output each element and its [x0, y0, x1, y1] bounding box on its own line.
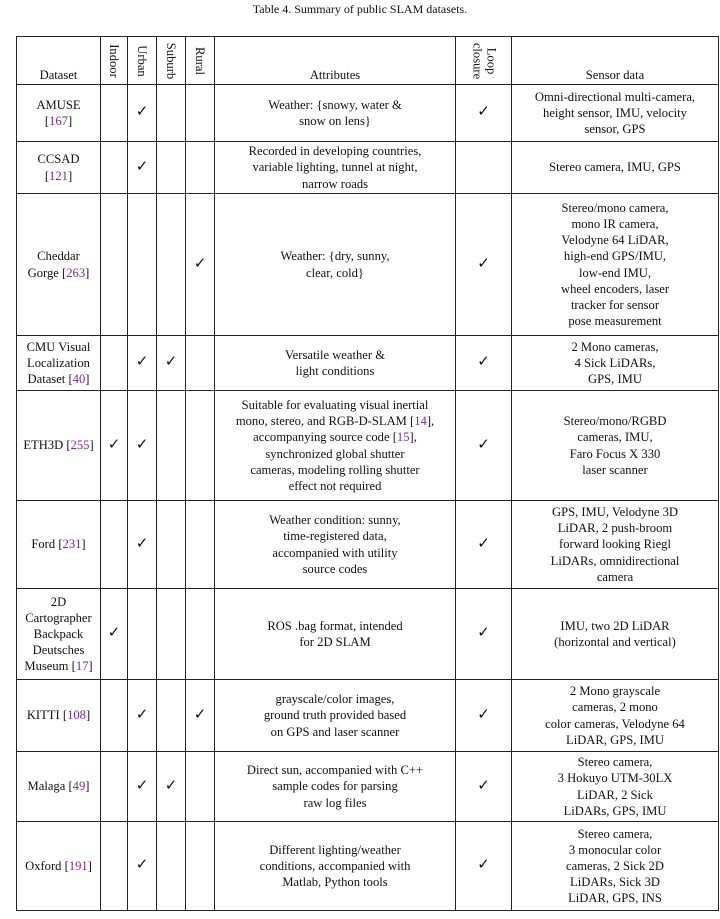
text-line: pose measurement: [568, 313, 662, 328]
slam-datasets-table: [16, 36, 719, 911]
header-sensor-data: Sensor data: [512, 37, 719, 85]
text-line: accompanied with utility: [272, 545, 398, 560]
suburb-cell: [157, 142, 186, 194]
text-line: low-end IMU,: [578, 265, 652, 280]
text-line: Backpack: [33, 626, 84, 641]
attributes-cell: [215, 142, 456, 194]
dataset-name: Ford [231]: [17, 501, 101, 589]
header-attributes: Attributes: [215, 37, 456, 85]
text-line: Stereo camera, IMU, GPS: [549, 160, 681, 175]
indoor-cell: [101, 752, 128, 822]
text-line: CMU Visual: [26, 339, 91, 354]
text-line: Stereo camera,: [577, 826, 653, 841]
sensor-data-cell: [512, 194, 719, 336]
text-line: Recorded in developing countries,: [248, 144, 422, 159]
checkmark-icon: ✓: [193, 706, 207, 723]
checkmark-icon: ✓: [477, 535, 490, 552]
sensor-data-cell: [512, 142, 719, 194]
text-line: LiDAR, 2 Sick: [577, 787, 653, 802]
rural-cell: [186, 822, 215, 911]
checkmark-icon: ✓: [135, 535, 149, 552]
text-line: Weather: {snowy, water &: [268, 97, 402, 112]
header-urban: Urban: [128, 37, 157, 85]
text-line: 2 Mono grayscale: [569, 684, 661, 699]
dataset-name: CMU Visual Localization Dataset [40]: [17, 336, 101, 391]
checkmark-icon: ✓: [135, 104, 149, 121]
suburb-cell: [157, 822, 186, 911]
text-line: high-end GPS/IMU,: [563, 249, 667, 264]
table-row: [17, 391, 719, 501]
checkmark-icon: ✓: [164, 354, 178, 371]
attributes-cell: [215, 336, 456, 391]
checkmark-icon: ✓: [135, 777, 149, 794]
text-line: KITTI: [26, 708, 60, 723]
indoor-cell: [101, 680, 128, 752]
table-row: [17, 85, 719, 142]
text-line: Matlab, Python tools: [282, 875, 388, 890]
text-line: for 2D SLAM: [299, 635, 371, 649]
attributes-cell: [215, 194, 456, 336]
text-line: time-registered data,: [283, 529, 387, 544]
text-line: conditions, accompanied with: [259, 858, 411, 873]
checkmark-icon: ✓: [477, 706, 490, 723]
text-line: LiDAR, 2 push-broom: [557, 521, 673, 536]
text-line: cameras, 2 mono: [572, 700, 658, 715]
text-line: height sensor, IMU, velocity: [543, 105, 687, 120]
table-row: [17, 336, 719, 391]
table-row: [17, 822, 719, 911]
sensor-data-cell: [512, 85, 719, 142]
text-line: effect not required: [288, 478, 382, 493]
checkmark-icon: ✓: [477, 436, 490, 453]
loop-closure-cell: [456, 501, 512, 589]
checkmark-icon: ✓: [477, 625, 490, 642]
text-line: LiDAR, GPS, IMU: [566, 732, 664, 747]
rural-cell: [186, 391, 215, 501]
dataset-name: CCSAD [121]: [17, 142, 101, 194]
text-line: Velodyne 64 LiDAR,: [561, 233, 669, 248]
text-line: Stereo/mono camera,: [561, 201, 669, 216]
loop-closure-cell: [456, 336, 512, 391]
text-line: narrow roads: [301, 176, 369, 191]
citation-link[interactable]: 255: [70, 438, 90, 453]
rural-cell: [186, 142, 215, 194]
checkmark-icon: ✓: [135, 436, 149, 453]
suburb-cell: [157, 589, 186, 680]
checkmark-icon: ✓: [107, 625, 121, 642]
text-line: Oxford: [25, 858, 62, 873]
text-line: IMU, two 2D LiDAR: [560, 618, 670, 633]
text-line: ground truth provided based: [263, 708, 407, 723]
suburb-cell: [157, 194, 186, 336]
checkmark-icon: ✓: [477, 255, 490, 272]
text-line: AMUSE: [36, 97, 81, 112]
text-line: Stereo camera,: [577, 755, 653, 770]
text-line: 3 monocular color: [568, 842, 662, 857]
text-line: Versatile weather &: [284, 347, 385, 362]
checkmark-icon: ✓: [135, 354, 149, 371]
checkmark-icon: ✓: [135, 706, 149, 723]
text-line: synchronized global shutter: [265, 446, 405, 461]
urban-cell: [128, 752, 157, 822]
text-line: 4 Sick LiDARs,: [574, 355, 656, 370]
citation-link[interactable]: 108: [67, 708, 86, 723]
text-line: snow on lens}: [299, 114, 371, 128]
dataset-name: ETH3D [255]: [17, 391, 101, 501]
checkmark-icon: ✓: [193, 255, 207, 272]
indoor-cell: [101, 589, 128, 680]
checkmark-icon: ✓: [477, 777, 490, 794]
suburb-cell: [157, 680, 186, 752]
urban-cell: [128, 194, 157, 336]
text-line: on GPS and laser scanner: [270, 724, 400, 739]
text-line: LiDARs, GPS, IMU: [563, 803, 667, 818]
sensor-data-cell: [512, 822, 719, 911]
suburb-cell: [157, 501, 186, 589]
text-line: Museum: [24, 659, 69, 674]
checkmark-icon: ✓: [135, 158, 149, 175]
text-line: CCSAD: [37, 152, 80, 167]
text-line: Omni-directional multi-camera,: [534, 89, 696, 104]
rural-cell: [186, 194, 215, 336]
text-line: LiDARs, omnidirectional: [550, 553, 680, 568]
attributes-cell: [215, 501, 456, 589]
indoor-cell: [101, 142, 128, 194]
attributes-cell: [215, 589, 456, 680]
text-line: ROS .bag format, intended: [267, 618, 403, 633]
header-row: [17, 37, 719, 85]
dataset-name: Malaga [49]: [17, 752, 101, 822]
text-line: Deutsches: [32, 643, 85, 658]
checkmark-icon: ✓: [107, 436, 121, 453]
attributes-cell: [215, 752, 456, 822]
table-row: [17, 680, 719, 752]
citation-link[interactable]: 121: [49, 168, 68, 183]
citation-link[interactable]: 17: [75, 659, 89, 674]
attributes-cell: [215, 680, 456, 752]
text-line: clear, cold}: [306, 265, 364, 280]
rural-cell: [186, 85, 215, 142]
text-line: (horizontal and vertical): [554, 635, 676, 649]
urban-cell: [128, 85, 157, 142]
suburb-cell: [157, 391, 186, 501]
text-line: forward looking Riegl: [559, 537, 671, 552]
loop-closure-cell: [456, 142, 512, 194]
table-row: [17, 752, 719, 822]
table-row: [17, 142, 719, 194]
table-caption: Table 4. Summary of public SLAM datasets.: [252, 2, 468, 16]
urban-cell: [128, 589, 157, 680]
text-line: Malaga: [27, 779, 66, 794]
sensor-data-cell: [512, 680, 719, 752]
text-line: sample codes for parsing: [272, 779, 398, 794]
text-line: tracker for sensor: [570, 297, 660, 312]
checkmark-icon: ✓: [164, 777, 178, 794]
text-line: 2 Mono cameras,: [571, 339, 659, 354]
loop-closure-cell: [456, 680, 512, 752]
loop-closure-cell: [456, 391, 512, 501]
text-line: light conditions: [295, 364, 375, 378]
text-line: Gorge: [27, 265, 59, 280]
text-line: cameras, 2 Sick 2D: [566, 858, 664, 873]
urban-cell: [128, 501, 157, 589]
text-line: cameras, IMU,: [577, 430, 653, 445]
table-row: [17, 501, 719, 589]
suburb-cell: [157, 85, 186, 142]
text-line: laser scanner: [582, 462, 648, 477]
text-line: ETH3D: [23, 438, 64, 453]
text-line: Suitable for evaluating visual inertial: [241, 398, 429, 413]
rural-cell: [186, 752, 215, 822]
text-line: 2D: [50, 594, 67, 609]
urban-cell: [128, 142, 157, 194]
dataset-name: Oxford [191]: [17, 822, 101, 911]
text-line: Different lighting/weather: [269, 842, 401, 857]
text-line: grayscale/color images,: [275, 692, 395, 707]
header-loop-closure: Loop closure: [456, 37, 512, 85]
sensor-data-cell: [512, 752, 719, 822]
rural-cell: [186, 336, 215, 391]
dataset-name: Cheddar Gorge [263]: [17, 194, 101, 336]
citation-link[interactable]: 191: [68, 858, 88, 873]
header-rural: Rural: [186, 37, 215, 85]
attributes-cell: [215, 822, 456, 911]
sensor-data-cell: [512, 589, 719, 680]
sensor-data-cell: [512, 391, 719, 501]
text-line: Cheddar: [37, 249, 80, 264]
suburb-cell: [157, 752, 186, 822]
text-line: color cameras, Velodyne 64: [545, 716, 685, 731]
sensor-data-cell: [512, 501, 719, 589]
text-line: mono, stereo, and RGB-D-SLAM [14],: [235, 414, 435, 429]
text-line: source codes: [302, 561, 368, 576]
table-row: [17, 194, 719, 336]
checkmark-icon: ✓: [477, 354, 490, 371]
citation-link[interactable]: 231: [62, 537, 82, 552]
rural-cell: [186, 680, 215, 752]
indoor-cell: [101, 391, 128, 501]
text-line: Dataset: [27, 372, 66, 387]
rural-cell: [186, 501, 215, 589]
text-line: 3 Hokuyo UTM-30LX: [557, 771, 673, 786]
loop-closure-cell: [456, 822, 512, 911]
text-line: variable lighting, tunnel at night,: [252, 160, 418, 175]
text-line: GPS, IMU: [588, 372, 642, 387]
suburb-cell: [157, 336, 186, 391]
dataset-name: KITTI [108]: [17, 680, 101, 752]
text-line: Stereo/mono/RGBD: [563, 414, 667, 429]
text-line: accompanying source code [15],: [253, 430, 417, 445]
text-line: Ford: [31, 537, 56, 552]
loop-closure-cell: [456, 752, 512, 822]
text-line: Faro Focus X 330: [569, 446, 661, 461]
text-line: raw log files: [303, 795, 367, 810]
text-line: camera: [596, 569, 634, 584]
text-line: cameras, modeling rolling shutter: [250, 462, 420, 477]
citation-link[interactable]: 40: [72, 372, 86, 387]
text-line: LiDAR, GPS, INS: [568, 891, 662, 906]
loop-closure-cell: [456, 194, 512, 336]
urban-cell: [128, 391, 157, 501]
loop-closure-cell: [456, 589, 512, 680]
rural-cell: [186, 589, 215, 680]
indoor-cell: [101, 822, 128, 911]
loop-closure-cell: [456, 85, 512, 142]
indoor-cell: [101, 336, 128, 391]
text-line: LiDARs, Sick 3D: [570, 875, 660, 890]
attributes-cell: [215, 85, 456, 142]
indoor-cell: [101, 194, 128, 336]
text-line: GPS, IMU, Velodyne 3D: [551, 505, 679, 520]
citation-link[interactable]: 263: [66, 265, 86, 280]
header-indoor: Indoor: [101, 37, 128, 85]
citation-link[interactable]: 49: [72, 779, 86, 794]
checkmark-icon: ✓: [477, 857, 490, 874]
dataset-name: 2D Cartographer Backpack Deutsches Museum [17]: [17, 589, 101, 680]
dataset-name: AMUSE [167]: [17, 85, 101, 142]
text-line: Cartographer: [25, 610, 92, 625]
text-line: Weather condition: sunny,: [269, 513, 401, 528]
citation-link[interactable]: 167: [49, 114, 68, 128]
indoor-cell: [101, 85, 128, 142]
urban-cell: [128, 336, 157, 391]
text-line: Weather: {dry, sunny,: [280, 249, 390, 264]
text-line: Localization: [27, 355, 90, 370]
urban-cell: [128, 822, 157, 911]
attributes-cell: [215, 391, 456, 501]
sensor-data-cell: [512, 336, 719, 391]
checkmark-icon: ✓: [477, 104, 490, 121]
header-suburb: Suburb: [157, 37, 186, 85]
text-line: Direct sun, accompanied with C++: [246, 763, 424, 778]
checkmark-icon: ✓: [135, 857, 149, 874]
text-line: mono IR camera,: [571, 217, 659, 232]
indoor-cell: [101, 501, 128, 589]
text-line: sensor, GPS: [584, 122, 646, 137]
header-dataset: Dataset: [17, 37, 101, 85]
text-line: wheel encoders, laser: [560, 281, 670, 296]
table-row: [17, 589, 719, 680]
urban-cell: [128, 680, 157, 752]
